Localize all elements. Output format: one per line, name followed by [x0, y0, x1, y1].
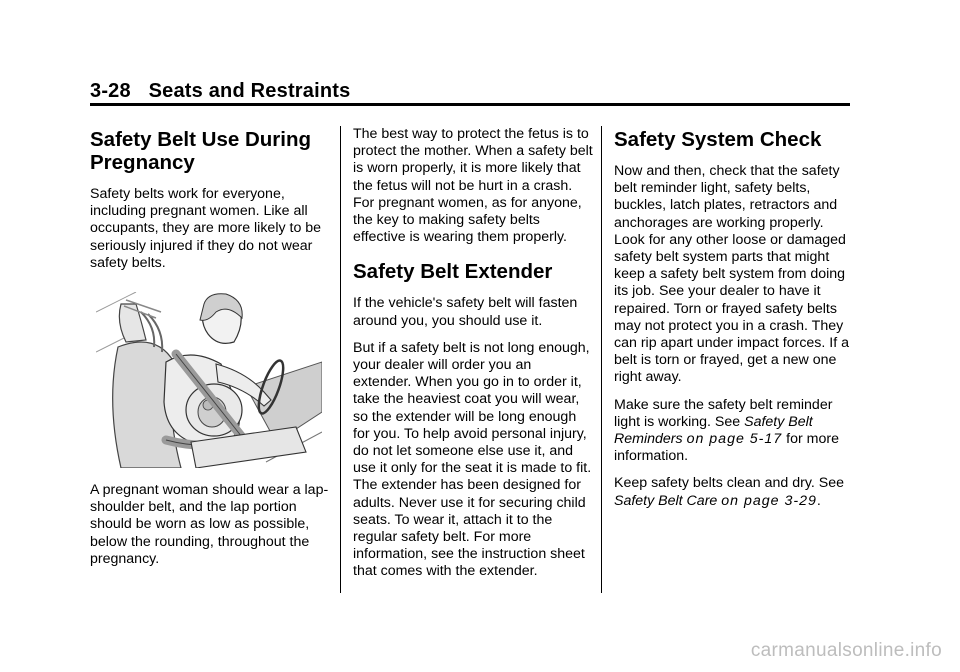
page-header — [90, 80, 350, 103]
paragraph: Now and then, check that the safety belt reminder light, safety belts, buckles, latch plates, retractors and anchorages are working properly. Look for any other loose or damaged safety belt system parts that might keep a safety belt system from doing its job. See your dealer to have it repaired. Torn or frayed safety belts may not protect you in a crash. They can rip apart under impact forces. If a belt is torn or frayed, get a new one right away. — [614, 163, 849, 386]
page-number: 3-28 — [90, 80, 131, 102]
paragraph: The best way to protect the fetus is to protect the mother. When a safety belt is worn properly, it is more likely that the fetus will not be hurt in a crash. For pregnant women, as for anyone, the key to making safety belts effective is wearing them properly. — [353, 126, 593, 246]
header-rule — [90, 103, 850, 106]
watermark: carmanualsonline.info — [750, 640, 942, 661]
paragraph: If the vehicle's safety belt will fasten around you, you should use it. — [353, 295, 578, 329]
cross-reference-link[interactable]: Safety Belt Care on page 3-29 — [614, 492, 817, 509]
heading-safety-system-check: Safety System Check — [614, 128, 822, 151]
paragraph-reminder: Make sure the safety belt reminder light is working. See Safety Belt Reminders on page 5-17 for more information. — [614, 396, 839, 465]
column-2 — [353, 126, 593, 591]
figure-caption: A pregnant woman should wear a lap-shoulder belt, and the lap portion should be worn as low as possible, below the rounding, throughout the pregnancy. — [90, 482, 329, 567]
pregnant-woman-seatbelt-illustration — [96, 292, 322, 468]
column-divider — [601, 126, 602, 593]
column-divider — [340, 126, 341, 593]
cross-reference-link[interactable]: Safety Belt Reminders on page 5-17 — [614, 413, 813, 448]
heading-belt-extender: Safety Belt Extender — [353, 260, 553, 284]
column-3 — [614, 128, 854, 520]
section-title: Seats and Restraints — [148, 80, 351, 102]
paragraph: But if a safety belt is not long enough, your dealer will order you an extender. When you go in to order it, take the heaviest coat you will wear, so the extender will be long enough for you. To help avoid personal injury, do not let someone else use it, and use it only for the seat it is made to fit. The extender has been designed for adults. Never use it for securing child seats. To wear it, attach it to the regular safety belt. For more information, see the instruction sheet that comes with the extender. — [353, 339, 592, 580]
paragraph-belt-care: Keep safety belts clean and dry. See Safety Belt Care on page 3-29. — [614, 475, 845, 509]
heading-belt-pregnancy: Safety Belt Use During Pregnancy — [90, 128, 311, 174]
column-1 — [90, 128, 330, 578]
paragraph: Safety belts work for everyone, including pregnant women. Like all occupants, they are more likely to be seriously injured if they do not wear safety belts. — [90, 186, 322, 271]
